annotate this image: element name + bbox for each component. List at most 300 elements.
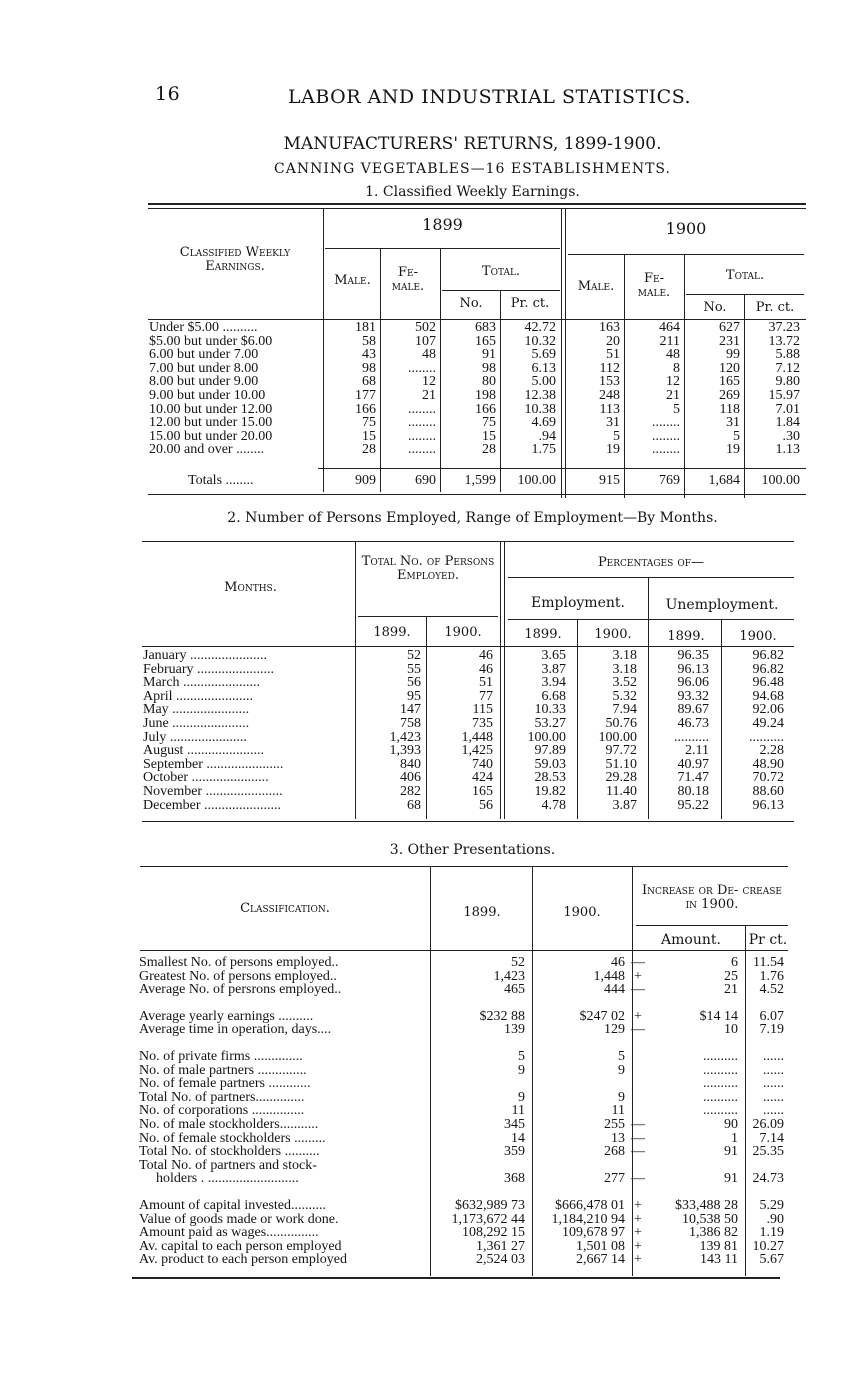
month-label: April ...................... [143, 688, 254, 704]
table-cell: 95.22 [677, 797, 709, 813]
table-cell: 11.40 [606, 783, 637, 799]
table-cell: 198 [475, 387, 496, 403]
table-cell: $33,488 28 [675, 1197, 738, 1213]
table-cell: 51.10 [605, 756, 637, 772]
table-cell: 100.00 [527, 729, 566, 745]
table-cell: 21 [724, 982, 738, 998]
table-row [140, 731, 784, 745]
table-cell: ........ [652, 442, 680, 458]
table-row [140, 799, 784, 813]
table-cell: 15.97 [768, 387, 800, 403]
month-label: May ...................... [143, 702, 250, 718]
sign-cell: — [631, 1130, 645, 1146]
table-cell: 52 [407, 648, 421, 663]
table-cell: 46 [479, 648, 493, 663]
table-cell: 28 [482, 442, 496, 458]
table-cell: ........ [408, 428, 436, 444]
row-label: No. of male partners .............. [139, 1062, 307, 1078]
table-cell: 2,524 03 [476, 1252, 525, 1268]
table-cell: 3.52 [612, 675, 637, 691]
table3-prct: Pr ct. [748, 932, 788, 948]
month-label: October ...................... [143, 770, 269, 786]
table-cell: 25.35 [752, 1144, 784, 1160]
row-label: No. of male stockholders........... [139, 1116, 319, 1132]
sign-cell: + [634, 968, 642, 984]
table-cell: 59.03 [534, 756, 566, 772]
table-cell: 139 81 [699, 1238, 738, 1254]
table-cell: 444 [604, 982, 625, 998]
table2-emp-1899: 1899. [524, 627, 562, 642]
table-cell: 269 [719, 387, 740, 403]
table1-prct-1899: Pr. ct. [510, 296, 550, 311]
table-cell: 10.33 [534, 702, 566, 718]
table1-totals-row [146, 474, 803, 488]
totals-cell: 915 [599, 473, 620, 488]
table-cell: 9.80 [775, 374, 800, 390]
table-row [140, 744, 784, 758]
table-cell: 40.97 [677, 756, 709, 772]
month-label: September ...................... [143, 756, 284, 772]
row-label: Average time in operation, days.... [139, 1022, 332, 1038]
table1-female-1899: Fe- male. [391, 265, 425, 294]
table-cell: $666,478 01 [555, 1197, 625, 1213]
table-row [140, 785, 784, 799]
table-cell: 177 [355, 387, 376, 403]
table-cell: 115 [472, 702, 493, 718]
table-cell: 1 [731, 1130, 738, 1146]
table-cell: .......... [703, 1062, 738, 1078]
table-cell: 165 [472, 783, 493, 799]
table-cell: 19 [606, 442, 620, 458]
page-title: MANUFACTURERS' RETURNS, 1899-1900. [283, 134, 662, 154]
table-cell: .......... [703, 1048, 738, 1064]
row-label: Total No. of partners.............. [139, 1089, 305, 1105]
table-cell: 359 [504, 1144, 525, 1160]
table3-caption: 3. Other Presentations. [389, 842, 556, 858]
table-cell: 71.47 [677, 770, 709, 786]
table-cell: 15 [482, 428, 496, 444]
table-cell: 68 [407, 797, 421, 813]
sign-cell [628, 1050, 648, 1064]
table-row [136, 1240, 787, 1254]
table-cell: 28 [362, 442, 376, 458]
table-cell: 96.82 [752, 648, 784, 663]
table-cell: 1,425 [461, 743, 493, 759]
month-label: December ...................... [143, 797, 282, 813]
month-label: June ...................... [143, 715, 250, 731]
table1-total-1900: Total. [725, 268, 765, 283]
table-row [140, 690, 784, 704]
table-cell: 740 [472, 756, 493, 772]
table-cell: 5.69 [531, 347, 556, 363]
table-cell [648, 1159, 741, 1173]
table-cell: 109,678 97 [562, 1225, 625, 1241]
table-cell: 91 [482, 347, 496, 363]
table-cell: 90 [724, 1116, 738, 1132]
table-cell: 1,386 82 [689, 1225, 738, 1241]
table-cell: 424 [472, 770, 493, 786]
table-cell: 5.00 [531, 374, 556, 390]
table-cell: ........ [408, 401, 436, 417]
table-cell: 5 [733, 428, 740, 444]
table-cell: .......... [703, 1089, 738, 1105]
table-cell: 2,667 14 [576, 1252, 625, 1268]
table1-no-1899: No. [459, 296, 483, 311]
table-cell: 56 [407, 675, 421, 691]
table-row [140, 663, 784, 677]
table-row [136, 1050, 787, 1064]
table-cell: 10.32 [524, 333, 556, 349]
table-cell: 11.54 [753, 955, 784, 970]
row-label: Average yearly earnings .......... [139, 1008, 314, 1024]
table-cell: 1,173,672 44 [451, 1211, 525, 1227]
table-row [136, 1253, 787, 1267]
table-cell: 6.07 [759, 1008, 784, 1024]
row-label: 7.00 but under 8.00 [149, 360, 259, 376]
table2-unemployment: Unemployment. [665, 597, 779, 613]
table-cell: 1,448 [461, 729, 493, 745]
table1-prct-1900: Pr. ct. [755, 300, 795, 315]
table1-female-1900: Fe- male. [637, 271, 671, 300]
table-cell: 211 [659, 333, 680, 349]
table-cell: 99 [726, 347, 740, 363]
table-cell: 43 [362, 347, 376, 363]
group-spacer [136, 1186, 787, 1199]
table-cell: $632,989 73 [455, 1197, 525, 1213]
table-row [136, 1023, 787, 1037]
table-cell: 93.32 [677, 688, 709, 704]
table-cell: .90 [766, 1211, 784, 1227]
table-cell: 3.87 [612, 797, 637, 813]
table-cell: 163 [599, 320, 620, 335]
page-number: 16 [155, 83, 181, 105]
table-cell: 108,292 15 [462, 1225, 525, 1241]
table-cell: 49.24 [752, 715, 784, 731]
table-cell: 12 [422, 374, 436, 390]
sign-cell [628, 1064, 648, 1078]
table-cell: .......... [749, 729, 784, 745]
table2-unemp-1899: 1899. [667, 629, 705, 644]
table-cell: ........ [408, 360, 436, 376]
table-cell: 9 [518, 1089, 525, 1105]
table-cell: 55 [407, 661, 421, 677]
table-cell: 42.72 [524, 320, 556, 335]
table-cell: 96.48 [752, 675, 784, 691]
table1-male-1900: Male. [577, 279, 615, 294]
table-cell: 166 [475, 401, 496, 417]
table-cell: 7.01 [775, 401, 800, 417]
row-label: Value of goods made or work done. [139, 1211, 339, 1227]
table-cell: .......... [674, 729, 709, 745]
table-cell: 92.06 [752, 702, 784, 718]
table-row [146, 443, 803, 457]
table-cell: 1.13 [775, 442, 800, 458]
table-cell: 29.28 [605, 770, 637, 786]
sign-cell: + [634, 1252, 642, 1268]
table-row [140, 703, 784, 717]
table-cell: ...... [763, 1048, 784, 1064]
table1-no-1900: No. [703, 300, 727, 315]
table-row [136, 1064, 787, 1078]
table-cell: 53.27 [534, 715, 566, 731]
row-label: 12.00 but under 15.00 [149, 415, 273, 431]
table-cell: 153 [599, 374, 620, 390]
table-cell: 7.94 [612, 702, 637, 718]
table-row [136, 1010, 787, 1024]
table-cell: 758 [400, 715, 421, 731]
table-cell: 5 [673, 401, 680, 417]
table-row [140, 676, 784, 690]
table1-male-1899: Male. [334, 273, 371, 288]
totals-cell: 1,599 [464, 473, 496, 488]
row-label: No. of corporations ............... [139, 1103, 305, 1119]
table-cell: 5 [613, 428, 620, 444]
table-cell: .......... [703, 1076, 738, 1092]
table1-year-1899: 1899 [422, 215, 463, 234]
table1-top-rule [148, 203, 806, 205]
sign-cell [628, 1104, 648, 1118]
table-row [136, 1199, 787, 1213]
month-label: January ...................... [143, 648, 268, 663]
table-cell: 165 [475, 333, 496, 349]
table-row [136, 1159, 787, 1173]
row-label: 6.00 but under 7.00 [149, 347, 259, 363]
table-cell: 58 [362, 333, 376, 349]
table-cell: 840 [400, 756, 421, 772]
table-cell: ...... [763, 1103, 784, 1119]
table-cell: 80.18 [677, 783, 709, 799]
sign-cell: — [631, 1144, 645, 1160]
table-cell: 1.19 [759, 1225, 784, 1241]
row-label: 15.00 but under 20.00 [149, 428, 273, 444]
table-cell: 1.75 [531, 442, 556, 458]
table-row [140, 771, 784, 785]
table-cell: ........ [652, 415, 680, 431]
table-cell: 77 [479, 688, 493, 704]
table-cell: 26.09 [752, 1116, 784, 1132]
table2-unemp-1900: 1900. [739, 629, 777, 644]
table-cell: 143 11 [700, 1252, 738, 1268]
row-label: Total No. of partners and stock- [139, 1157, 317, 1173]
sign-cell: — [631, 955, 645, 970]
table-row [140, 649, 784, 663]
table-cell: 1,448 [593, 968, 625, 984]
table-cell: 48 [422, 347, 436, 363]
table-row [136, 1104, 787, 1118]
table-cell: 50.76 [605, 715, 637, 731]
table-cell: 368 [504, 1171, 525, 1187]
table-cell: 51 [479, 675, 493, 691]
table1-year-1900: 1900 [665, 219, 707, 238]
sign-cell: + [634, 1197, 642, 1213]
table-cell: 4.78 [541, 797, 566, 813]
table-cell: 10 [724, 1022, 738, 1038]
table2-total-header: Total No. of Persons Employed. [361, 554, 495, 583]
table-cell: 4.69 [531, 415, 556, 431]
page-subtitle: CANNING VEGETABLES—16 ESTABLISHMENTS. [274, 161, 671, 177]
sign-cell: + [634, 1225, 642, 1241]
table-cell: .94 [538, 428, 556, 444]
table-cell: 10,538 50 [682, 1211, 738, 1227]
table-cell: 1,423 [493, 968, 525, 984]
table-cell: 5.32 [612, 688, 637, 704]
table-cell: ...... [763, 1089, 784, 1105]
table-row [136, 1132, 787, 1146]
table-cell: 28.53 [534, 770, 566, 786]
table-row [136, 1213, 787, 1227]
table-cell: 9 [618, 1089, 625, 1105]
table-row [146, 362, 803, 376]
table-cell: 1,501 08 [576, 1238, 625, 1254]
row-label: 10.00 but under 12.00 [149, 401, 273, 417]
table-cell: 21 [666, 387, 680, 403]
sign-cell: — [631, 1022, 645, 1038]
totals-cell: 100.00 [761, 473, 800, 488]
table-cell: 96.06 [677, 675, 709, 691]
table-cell: 20 [606, 333, 620, 349]
table-cell: 112 [599, 360, 620, 376]
sign-cell [628, 1077, 648, 1091]
table2-stub-header: Months. [224, 580, 277, 595]
table-cell: 6.68 [541, 688, 566, 704]
table-cell: 113 [599, 401, 620, 417]
sign-cell: + [634, 1211, 642, 1227]
table-cell: 231 [719, 333, 740, 349]
table-cell: 165 [719, 374, 740, 390]
table-cell: 502 [415, 320, 436, 335]
table-cell: 2.28 [759, 743, 784, 759]
table-cell: 465 [504, 982, 525, 998]
table3-stub-header: Classification. [240, 901, 330, 916]
table-cell: .30 [782, 428, 800, 444]
table2-total-1900: 1900. [444, 625, 482, 640]
table3-1900: 1900. [563, 905, 601, 920]
table1-caption: 1. Classified Weekly Earnings. [365, 184, 580, 200]
table-cell: 4.52 [759, 982, 784, 998]
row-label: 20.00 and over ........ [149, 442, 265, 458]
table-cell: 75 [482, 415, 496, 431]
table-cell: 11 [511, 1103, 525, 1119]
row-label: 8.00 but under 9.00 [149, 374, 259, 390]
table-cell: 25 [724, 968, 738, 984]
row-label: Greatest No. of persons employed.. [139, 968, 337, 984]
sign-cell [628, 1091, 648, 1105]
row-label: Av. product to each person employed [139, 1252, 347, 1268]
table-cell: 13 [611, 1130, 625, 1146]
table-cell: 255 [604, 1116, 625, 1132]
table-cell: 1,361 27 [476, 1238, 525, 1254]
table-cell: ........ [408, 442, 436, 458]
table3-amount: Amount. [661, 932, 721, 948]
table-cell: 248 [599, 387, 620, 403]
table-cell: 3.87 [541, 661, 566, 677]
table-cell: 282 [400, 783, 421, 799]
table-row [146, 416, 803, 430]
table-row [136, 970, 787, 984]
totals-cell: 909 [355, 473, 376, 488]
table-row [136, 956, 787, 970]
table-cell: 107 [415, 333, 436, 349]
table-cell: 12 [666, 374, 680, 390]
table-cell: 118 [719, 401, 740, 417]
table-cell: 166 [355, 401, 376, 417]
row-label: Total No. of stockholders .......... [139, 1144, 320, 1160]
table-cell: 68 [362, 374, 376, 390]
table-row [146, 430, 803, 444]
table-cell: 147 [400, 702, 421, 718]
table-cell: 89.67 [677, 702, 709, 718]
table-row [146, 348, 803, 362]
row-label: Amount of capital invested.......... [139, 1197, 327, 1213]
table-row [146, 403, 803, 417]
table-cell [428, 1159, 528, 1173]
table-cell: 683 [475, 320, 496, 335]
table-cell: 13.72 [768, 333, 800, 349]
row-label: Average No. of persrons employed.. [139, 982, 342, 998]
row-label: Av. capital to each person employed [139, 1238, 342, 1254]
table-cell: 181 [355, 320, 376, 335]
table-cell: 31 [726, 415, 740, 431]
table-cell: 277 [604, 1171, 625, 1187]
month-label: March ...................... [143, 675, 261, 691]
table-cell: 80 [482, 374, 496, 390]
table-cell: 7.19 [759, 1022, 784, 1038]
table-cell: 6.13 [531, 360, 556, 376]
table-cell: 10.38 [524, 401, 556, 417]
row-label: Smallest No. of persons employed.. [139, 955, 339, 970]
table-cell: $232 88 [479, 1008, 525, 1024]
sign-cell [628, 1159, 648, 1173]
table-cell: 48.90 [752, 756, 784, 772]
table-cell: .......... [703, 1103, 738, 1119]
table-row [136, 1077, 787, 1091]
totals-cell: 1,684 [708, 473, 740, 488]
month-label: February ...................... [143, 661, 275, 677]
table2-body [140, 649, 784, 812]
table-cell: 98 [362, 360, 376, 376]
table-cell: 46 [479, 661, 493, 677]
table-row [136, 983, 787, 997]
table-cell: ...... [763, 1076, 784, 1092]
table-cell: 9 [518, 1062, 525, 1078]
table2-employment: Employment. [531, 595, 625, 611]
table-cell: 46.73 [677, 715, 709, 731]
sign-cell: + [634, 1008, 642, 1024]
table-row [146, 389, 803, 403]
sign-cell: + [634, 1238, 642, 1254]
table-row [136, 1145, 787, 1159]
table-row [136, 1091, 787, 1105]
table-cell: 1.84 [775, 415, 800, 431]
table-row [136, 1226, 787, 1240]
sign-cell: — [631, 1116, 645, 1132]
table1-body [146, 321, 803, 457]
table-row [146, 375, 803, 389]
table-cell: 95 [407, 688, 421, 704]
row-label: Amount paid as wages............... [139, 1225, 319, 1241]
table-cell: 5.67 [759, 1252, 784, 1268]
group-spacer [136, 997, 787, 1010]
table-row [146, 335, 803, 349]
table3-change-header: Increase or De- crease in 1900. [642, 883, 782, 912]
table1-total-1899: Total. [481, 264, 521, 279]
table-cell: $14 14 [699, 1008, 738, 1024]
table-cell: 6 [731, 955, 738, 970]
table-cell: 735 [472, 715, 493, 731]
table-cell: 3.18 [612, 648, 637, 663]
table-cell: 15 [362, 428, 376, 444]
month-label: August ...................... [143, 743, 264, 759]
